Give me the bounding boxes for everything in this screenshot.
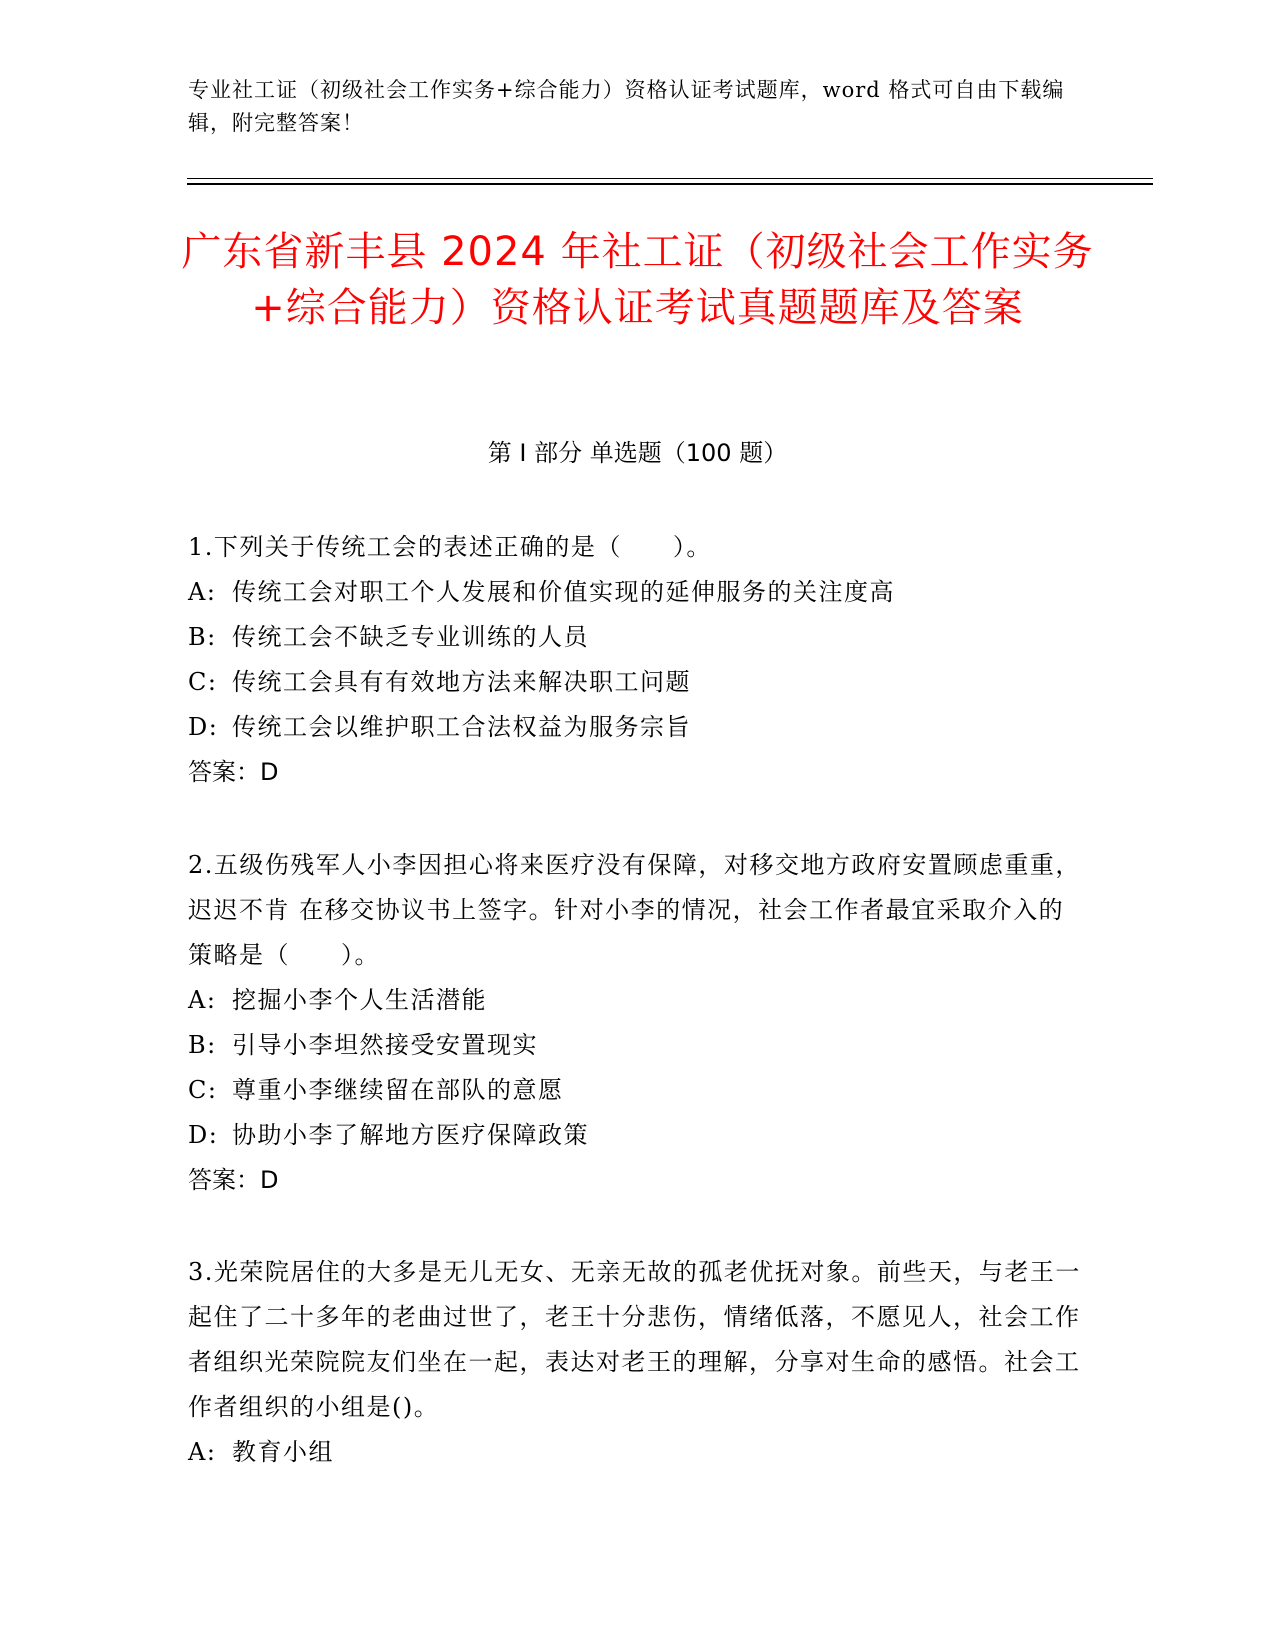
option-text: 传统工会以维护职工合法权益为服务宗旨 bbox=[232, 713, 691, 741]
option-d bbox=[188, 705, 1088, 750]
option-text: 协助小李了解地方医疗保障政策 bbox=[232, 1121, 589, 1149]
option-text: 传统工会不缺乏专业训练的人员 bbox=[232, 623, 589, 651]
question-stem: 3.光荣院居住的大多是无儿无女、无亲无故的孤老优抚对象。前些天，与老王一起住了二十多年的老曲过世了，老王十分悲伤，情绪低落，不愿见人，社会工作者组织光荣院院友们坐在一起，表达对老王的理解，分享对生命的感悟。社会工作者组织的小组是()。 bbox=[188, 1258, 1081, 1421]
option-label: A: bbox=[188, 1438, 217, 1466]
option-label: D: bbox=[188, 713, 219, 741]
option-c bbox=[188, 660, 1088, 705]
question-stem: 1.下列关于传统工会的表述正确的是（ ）。 bbox=[188, 533, 712, 561]
option-label: C: bbox=[188, 1076, 218, 1104]
option-label: B: bbox=[188, 623, 217, 651]
option-text: 挖掘小李个人生活潜能 bbox=[232, 986, 487, 1014]
question-stem: 2.五级伤残军人小李因担心将来医疗没有保障，对移交地方政府安置顾虑重重，迟迟不肯 在移交协议书上签字。针对小李的情况，社会工作者最宜采取介入的策略是（ ）。 bbox=[188, 851, 1081, 969]
option-label: D: bbox=[188, 1121, 219, 1149]
option-label: C: bbox=[188, 668, 218, 696]
option-text: 教育小组 bbox=[232, 1438, 334, 1466]
option-d bbox=[188, 1113, 1088, 1158]
option-b bbox=[188, 615, 1088, 660]
question-1 bbox=[188, 525, 1088, 795]
answer: 答案：D bbox=[188, 1166, 279, 1194]
header-rule-thick bbox=[187, 183, 1153, 185]
option-label: B: bbox=[188, 1031, 217, 1059]
option-label: A: bbox=[188, 578, 217, 606]
option-a bbox=[188, 1430, 1088, 1475]
header-note: 专业社工证（初级社会工作实务+综合能力）资格认证考试题库，word 格式可自由下载编辑，附完整答案！ bbox=[188, 78, 1065, 135]
document-title: 广东省新丰县 2024 年社工证（初级社会工作实务+综合能力）资格认证考试真题题库及答案 bbox=[181, 229, 1094, 331]
option-label: A: bbox=[188, 986, 217, 1014]
question-3 bbox=[188, 1250, 1088, 1475]
option-a bbox=[188, 570, 1088, 615]
option-a bbox=[188, 978, 1088, 1023]
answer: 答案：D bbox=[188, 758, 279, 786]
option-text: 引导小李坦然接受安置现实 bbox=[232, 1031, 538, 1059]
header-rule-thin bbox=[187, 178, 1153, 179]
option-text: 尊重小李继续留在部队的意愿 bbox=[232, 1076, 564, 1104]
section-title: 第 I 部分 单选题（100 题） bbox=[487, 439, 788, 467]
option-c bbox=[188, 1068, 1088, 1113]
option-b bbox=[188, 1023, 1088, 1068]
option-text: 传统工会对职工个人发展和价值实现的延伸服务的关注度高 bbox=[232, 578, 895, 606]
question-2 bbox=[188, 843, 1088, 1203]
option-text: 传统工会具有有效地方法来解决职工问题 bbox=[232, 668, 691, 696]
